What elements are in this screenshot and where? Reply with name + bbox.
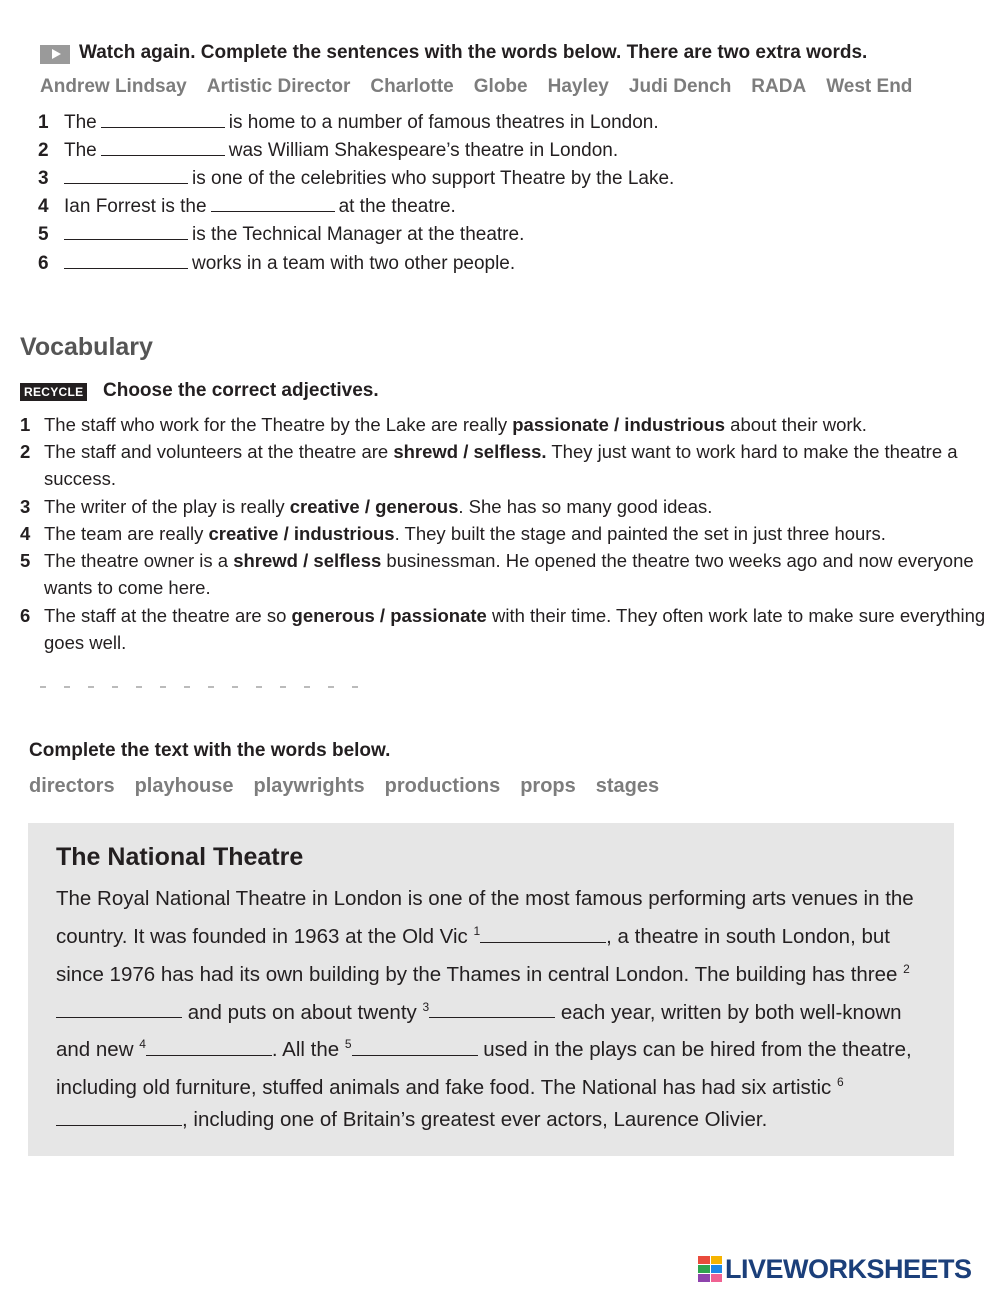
word-bank-item: Charlotte bbox=[370, 76, 454, 97]
word-bank-item: props bbox=[520, 775, 576, 797]
adjective-item bbox=[20, 602, 995, 656]
item-text-after: at the theatre. bbox=[338, 196, 456, 217]
logo-cell bbox=[698, 1256, 710, 1264]
adjective-choice[interactable]: passionate / industrious bbox=[512, 414, 726, 435]
word-bank-item: Hayley bbox=[547, 76, 609, 97]
section3-instruction: Complete the text with the words below. bbox=[29, 740, 391, 761]
gap-number: 2 bbox=[903, 961, 910, 976]
item-text: businessman. He opened the theatre two weeks ago and now everyone wants to come here. bbox=[44, 550, 974, 598]
word-bank-item: playwrights bbox=[253, 775, 365, 797]
item-text-after: works in a team with two other people. bbox=[192, 253, 516, 274]
item-text-before: The bbox=[64, 112, 97, 133]
section3-word-bank bbox=[29, 775, 659, 798]
item-text-after: is the Technical Manager at the theatre. bbox=[192, 224, 525, 245]
liveworksheets-logo bbox=[698, 1254, 972, 1284]
vocabulary-heading: Vocabulary bbox=[20, 333, 153, 361]
exercise-item bbox=[38, 137, 618, 165]
faint-divider bbox=[40, 686, 370, 688]
word-bank-item: RADA bbox=[751, 76, 807, 97]
text-segment: each year, written by both well-known and new bbox=[56, 1000, 902, 1062]
answer-blank[interactable] bbox=[64, 221, 188, 240]
exercise-item bbox=[38, 250, 515, 278]
text-segment: used in the plays can be hired from the theatre, including old furniture, stuffed animals and fake food. The National has had six artistic bbox=[56, 1038, 912, 1100]
item-text: . They built the stage and painted the set in just three hours. bbox=[394, 523, 886, 544]
answer-gap[interactable] bbox=[146, 1035, 272, 1056]
recycle-badge: RECYCLE bbox=[20, 383, 87, 401]
answer-blank[interactable] bbox=[101, 137, 225, 156]
answer-gap[interactable] bbox=[352, 1035, 478, 1056]
item-text: The staff and volunteers at the theatre are bbox=[44, 441, 394, 462]
item-text: The writer of the play is really bbox=[44, 496, 290, 517]
logo-grid-icon bbox=[698, 1256, 722, 1282]
adjective-choice[interactable]: shrewd / selfless. bbox=[393, 441, 547, 462]
answer-gap[interactable] bbox=[56, 997, 182, 1018]
item-text: The team are really bbox=[44, 523, 209, 544]
gap-number: 6 bbox=[836, 1075, 844, 1090]
logo-cell bbox=[711, 1265, 723, 1273]
item-text-after: is one of the celebrities who support Theatre by the Lake. bbox=[192, 168, 675, 189]
adjective-choice[interactable]: creative / generous bbox=[289, 496, 459, 517]
section1-word-bank bbox=[40, 76, 912, 98]
adjective-item bbox=[20, 547, 995, 601]
adjective-item bbox=[20, 438, 995, 492]
word-bank-item: Andrew Lindsay bbox=[40, 76, 187, 97]
item-text-before: Ian Forrest is the bbox=[64, 196, 207, 217]
exercise-item bbox=[38, 165, 674, 193]
item-number: 3 bbox=[38, 168, 49, 189]
logo-cell bbox=[711, 1274, 723, 1282]
word-bank-item: playhouse bbox=[134, 775, 234, 797]
item-text-before: The bbox=[64, 140, 97, 161]
logo-cell bbox=[698, 1274, 710, 1282]
word-bank-item: stages bbox=[595, 775, 660, 797]
logo-cell bbox=[711, 1256, 723, 1264]
item-number: 4 bbox=[20, 523, 31, 544]
answer-blank[interactable] bbox=[211, 193, 335, 212]
logo-text: LIVEWORKSHEETS bbox=[725, 1253, 972, 1284]
word-bank-item: Judi Dench bbox=[628, 76, 732, 97]
item-number: 5 bbox=[20, 550, 31, 571]
item-text: with their time. They often work late to make sure everything goes well. bbox=[44, 605, 986, 653]
exercise-item bbox=[38, 109, 659, 137]
adjective-choice[interactable]: shrewd / selfless bbox=[233, 550, 382, 571]
text-segment: . All the bbox=[271, 1038, 345, 1062]
adjective-item bbox=[20, 411, 995, 438]
item-text: The staff at the theatre are so bbox=[44, 605, 292, 626]
word-bank-item: Artistic Director bbox=[206, 76, 351, 97]
answer-gap[interactable] bbox=[480, 922, 606, 943]
answer-blank[interactable] bbox=[101, 109, 225, 128]
answer-blank[interactable] bbox=[64, 250, 188, 269]
gap-number: 1 bbox=[473, 924, 481, 938]
adjective-choice[interactable]: generous / passionate bbox=[291, 605, 487, 626]
item-number: 3 bbox=[20, 496, 31, 517]
text-segment: and puts on about twenty bbox=[182, 1000, 423, 1024]
logo-cell bbox=[698, 1265, 710, 1273]
adjective-item bbox=[20, 493, 995, 520]
answer-gap[interactable] bbox=[429, 997, 555, 1018]
text-segment: , including one of Britain’s greatest ever actors, Laurence Olivier. bbox=[182, 1108, 768, 1132]
item-text: The staff who work for the Theatre by the Lake are really bbox=[44, 414, 513, 435]
panel-title: The National Theatre bbox=[56, 843, 304, 871]
item-text-after: was William Shakespeare’s theatre in London. bbox=[228, 140, 619, 161]
section1-instruction: Watch again. Complete the sentences with the words below. There are two extra words. bbox=[79, 42, 868, 63]
panel-body-text bbox=[56, 883, 936, 1136]
word-bank-item: productions bbox=[384, 775, 501, 797]
item-text-after: is home to a number of famous theatres in London. bbox=[228, 112, 659, 133]
gap-number: 4 bbox=[139, 1037, 146, 1052]
text-segment: , a theatre in south London, but since 1976 has had its own building by the Thames in central London. The building has three bbox=[56, 924, 904, 986]
item-text: about their work. bbox=[725, 414, 867, 435]
item-number: 6 bbox=[38, 253, 49, 274]
item-number: 2 bbox=[20, 441, 31, 462]
exercise-item bbox=[38, 193, 456, 221]
text-segment: The Royal National Theatre in London is one of the most famous performing arts venues in the country. It was founded in 1963 at the Old Vic bbox=[56, 887, 914, 948]
answer-blank[interactable] bbox=[64, 165, 188, 184]
exercise-item bbox=[38, 221, 524, 249]
adjective-choice[interactable]: creative / industrious bbox=[208, 523, 395, 544]
item-number: 1 bbox=[20, 414, 31, 435]
play-video-icon bbox=[40, 45, 70, 64]
item-number: 1 bbox=[38, 112, 49, 133]
item-text: The theatre owner is a bbox=[44, 550, 234, 571]
item-number: 5 bbox=[38, 224, 49, 245]
word-bank-item: West End bbox=[826, 76, 913, 97]
item-number: 6 bbox=[20, 605, 31, 626]
adjective-item bbox=[20, 520, 995, 547]
item-number: 4 bbox=[38, 196, 49, 217]
gap-number: 5 bbox=[344, 1037, 352, 1052]
word-bank-item: Globe bbox=[473, 76, 528, 97]
item-text: . She has so many good ideas. bbox=[458, 496, 713, 517]
section2-instruction: Choose the correct adjectives. bbox=[103, 380, 379, 401]
word-bank-item: directors bbox=[29, 775, 115, 797]
gap-number: 3 bbox=[422, 999, 430, 1014]
answer-gap[interactable] bbox=[56, 1105, 182, 1126]
item-text: They just want to work hard to make the theatre a success. bbox=[44, 441, 958, 489]
item-number: 2 bbox=[38, 140, 49, 161]
